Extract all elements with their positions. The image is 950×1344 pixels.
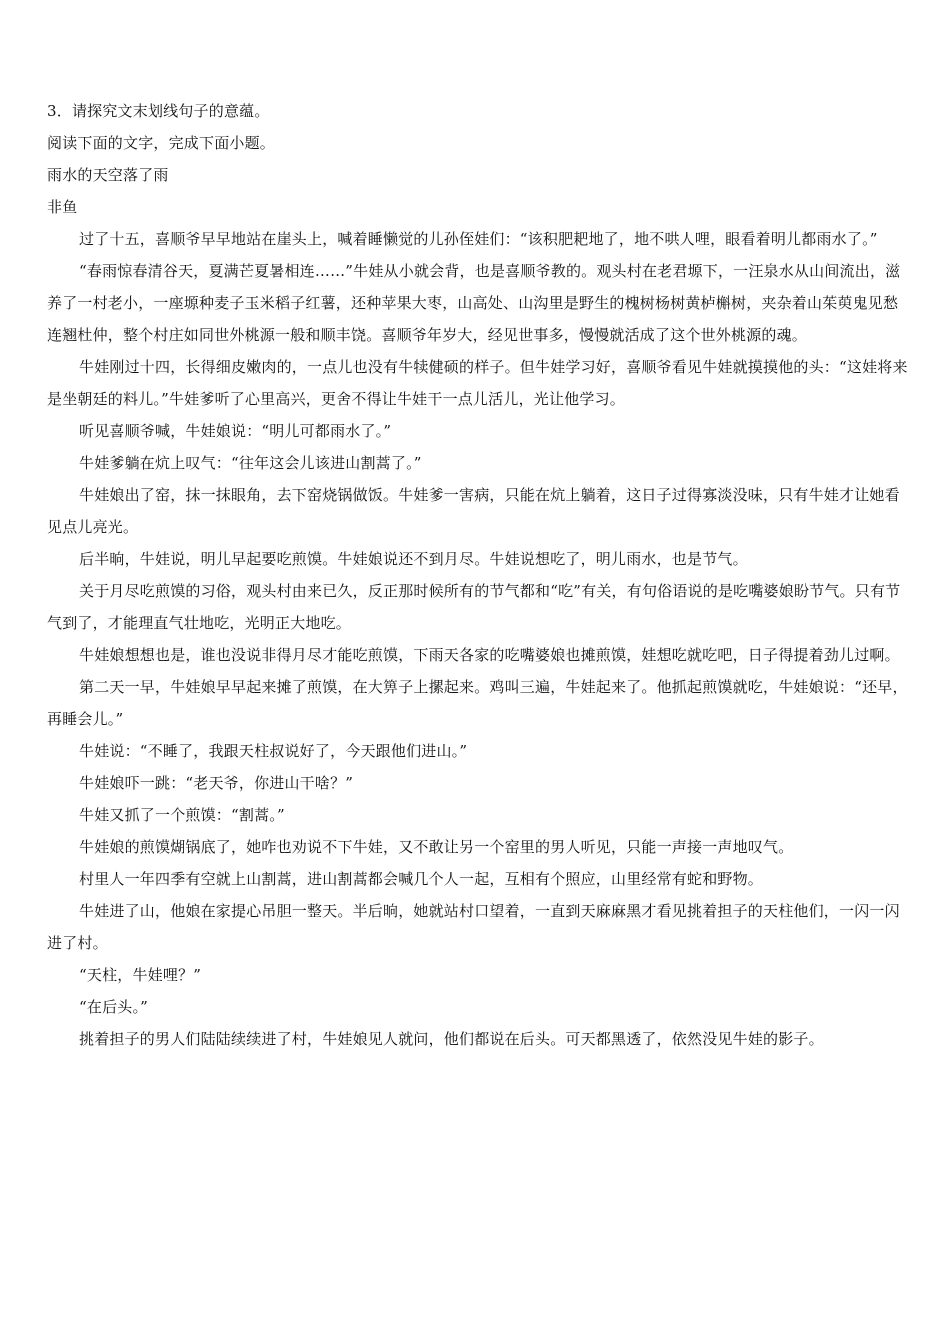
paragraph: 牛娃娘出了窑，抹一抹眼角，去下窑烧锅做饭。牛娃爹一害病，只能在炕上躺着，这日子过得寡淡没味，只有牛娃才让她看见点儿亮光。 <box>47 486 900 536</box>
paragraph: 牛娃说：“不睡了，我跟天柱叔说好了，今天跟他们进山。” <box>79 742 468 760</box>
paragraph: “天柱，牛娃哩？” <box>79 966 202 984</box>
paragraph: 牛娃刚过十四，长得细皮嫩肉的，一点儿也没有牛犊健硕的样子。但牛娃学习好，喜顺爷看见牛娃就摸摸他的头：“这娃将来是坐朝廷的料儿。”牛娃爹听了心里高兴，更舍不得让牛娃干一点儿活儿，光让他学习。 <box>47 358 908 408</box>
paragraph: 听见喜顺爷喊，牛娃娘说：“明儿可都雨水了。” <box>79 422 392 440</box>
document-page <box>47 95 913 1055</box>
paragraph: 牛娃进了山，他娘在家提心吊胆一整天。半后晌，她就站村口望着，一直到天麻麻黑才看见挑着担子的天柱他们，一闪一闪进了村。 <box>47 902 900 952</box>
paragraph: 过了十五，喜顺爷早早地站在崖头上，喊着睡懒觉的儿孙侄娃们：“该积肥耙地了，地不哄人哩，眼看着明儿都雨水了。” <box>79 230 878 248</box>
paragraph: 第二天一早，牛娃娘早早起来摊了煎馍，在大箅子上摞起来。鸡叫三遍，牛娃起来了。他抓起煎馍就吃，牛娃娘说：“还早，再睡会儿。” <box>47 678 908 728</box>
paragraph: “春雨惊春清谷天，夏满芒夏暑相连……”牛娃从小就会背，也是喜顺爷教的。观头村在老君塬下，一汪泉水从山间流出，滋养了一村老小，一座塬种麦子玉米稻子红薯，还种苹果大枣，山高处、山沟里是野生的槐树杨树黄栌槲树，夹杂着山茱萸鬼见愁连翘杜仲，整个村庄如同世外桃源一般和顺丰饶。喜顺爷年岁大，经见世事多，慢慢就活成了这个世外桃源的魂。 <box>47 262 901 344</box>
article-author: 非鱼 <box>47 198 78 216</box>
article-title: 雨水的天空落了雨 <box>47 166 169 184</box>
paragraph: 牛娃又抓了一个煎馍：“割蒿。” <box>79 806 285 824</box>
question-text: 3．请探究文末划线句子的意蕴。 <box>47 102 270 120</box>
paragraph: 牛娃娘吓一跳：“老天爷，你进山干啥？” <box>79 774 354 792</box>
paragraph: “在后头。” <box>79 998 149 1016</box>
paragraph: 牛娃爹躺在炕上叹气：“往年这会儿该进山割蒿了。” <box>79 454 422 472</box>
instruction-text: 阅读下面的文字，完成下面小题。 <box>47 134 276 152</box>
paragraph: 牛娃娘想想也是，谁也没说非得月尽才能吃煎馍，下雨天各家的吃嘴婆娘也摊煎馍，娃想吃就吃吧，日子得提着劲儿过啊。 <box>79 646 900 664</box>
paragraph: 关于月尽吃煎馍的习俗，观头村由来已久，反正那时候所有的节气都和“吃”有关，有句俗语说的是吃嘴婆娘盼节气。只有节气到了，才能理直气壮地吃，光明正大地吃。 <box>47 582 901 632</box>
paragraph: 挑着担子的男人们陆陆续续进了村，牛娃娘见人就问，他们都说在后头。可天都黑透了，依然没见牛娃的影子。 <box>79 1030 824 1048</box>
paragraph: 村里人一年四季有空就上山割蒿，进山割蒿都会喊几个人一起，互相有个照应，山里经常有蛇和野物。 <box>79 870 764 888</box>
paragraph: 后半晌，牛娃说，明儿早起要吃煎馍。牛娃娘说还不到月尽。牛娃说想吃了，明儿雨水，也是节气。 <box>79 550 748 568</box>
paragraph: 牛娃娘的煎馍煳锅底了，她咋也劝说不下牛娃，又不敢让另一个窑里的男人听见，只能一声接一声地叹气。 <box>79 838 794 856</box>
